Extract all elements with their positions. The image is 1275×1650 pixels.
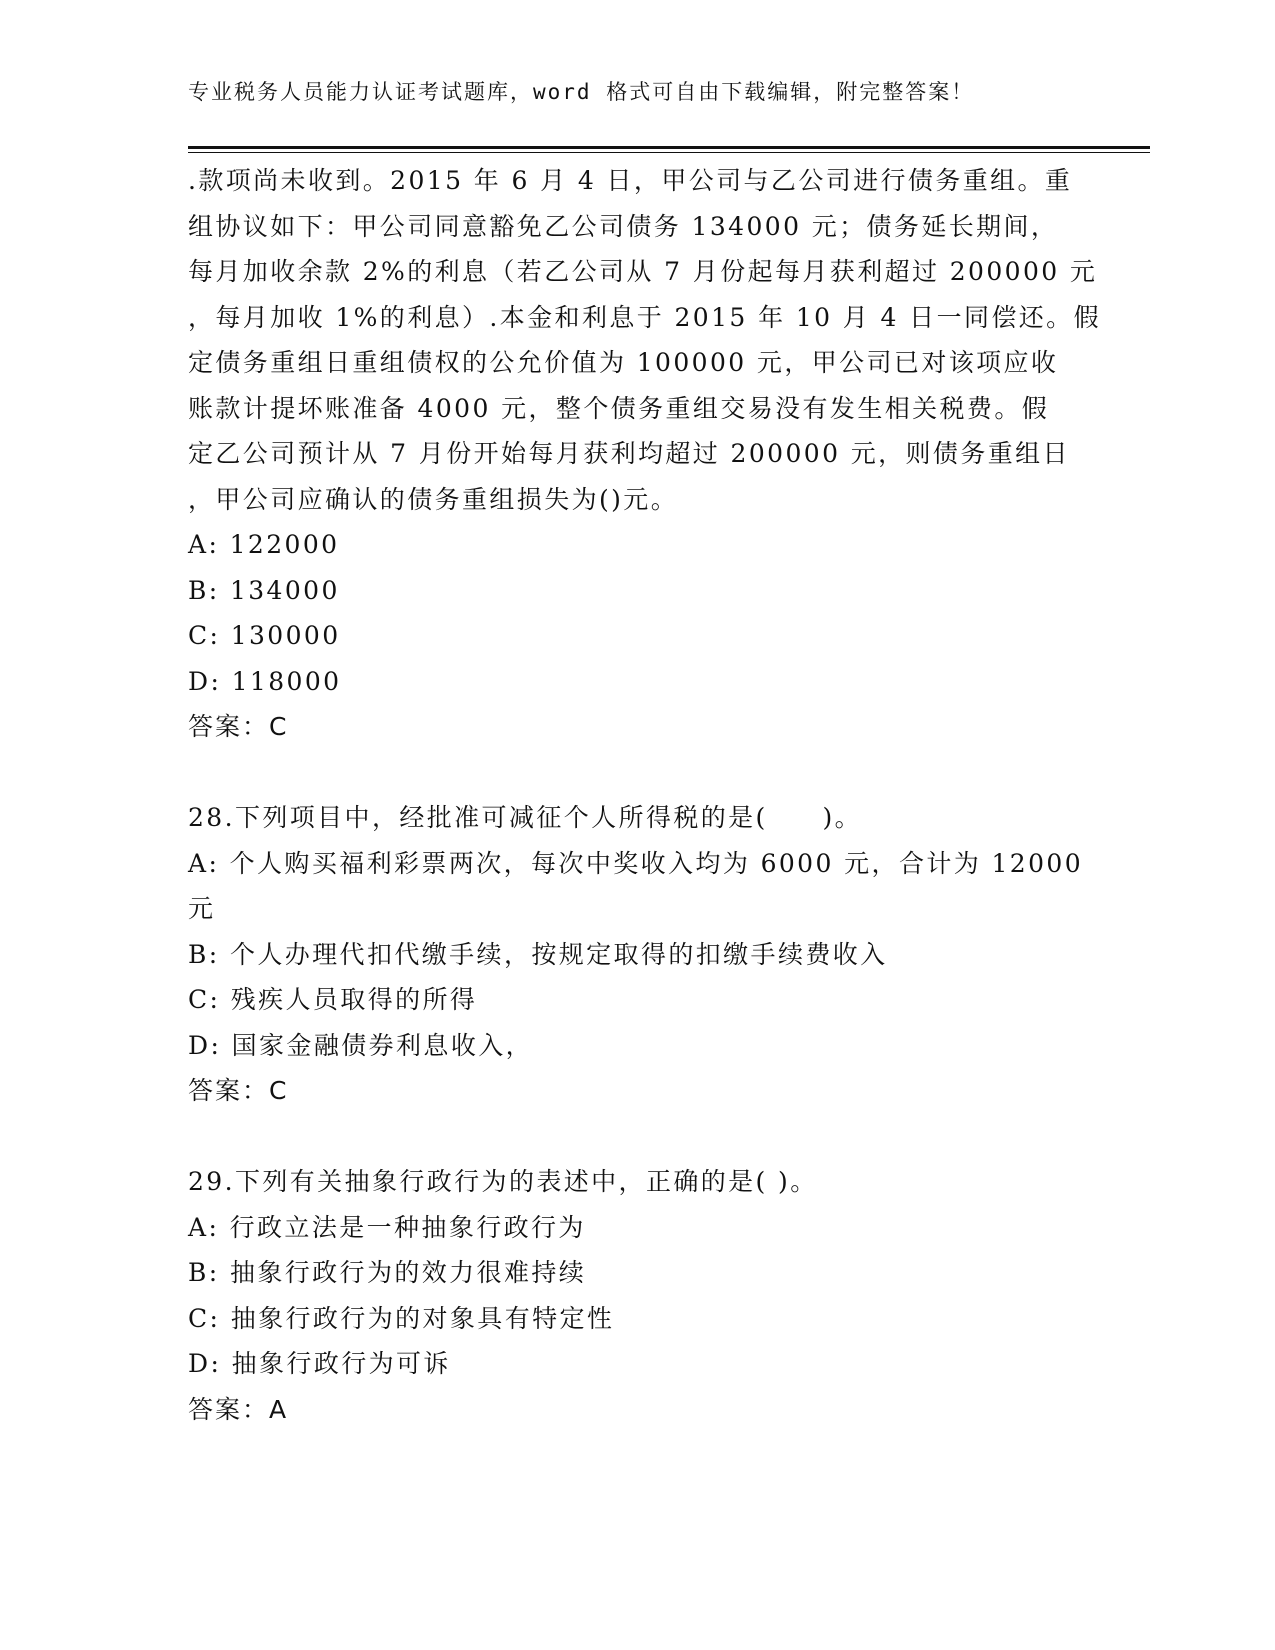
spacer: [188, 1114, 1088, 1159]
option-b: B: 抽象行政行为的效力很难持续: [188, 1258, 587, 1287]
option-a-continued: 元: [188, 894, 216, 923]
answer-label: 答案：C: [188, 1076, 289, 1105]
question-29: [188, 1159, 1088, 1433]
question-stem-line: 账款计提坏账准备 4000 元，整个债务重组交易没有发生相关税费。假: [188, 393, 1050, 423]
question-stem-line: 定债务重组日重组债权的公允价值为 100000 元，甲公司已对该项应收: [188, 348, 1059, 377]
option-b: B: 个人办理代扣代缴手续，按规定取得的扣缴手续费收入: [188, 939, 888, 969]
option-d: D: 118000: [188, 666, 342, 696]
question-stem-line: .款项尚未收到。2015 年 6 月 4 日，甲公司与乙公司进行债务重组。重: [188, 166, 1073, 195]
question-stem-line: 29.下列有关抽象行政行为的表述中，正确的是( )。: [188, 1167, 818, 1196]
option-a: A: 个人购买福利彩票两次，每次中奖收入均为 6000 元，合计为 12000: [188, 848, 1084, 878]
spacer: [188, 750, 1088, 795]
answer-label: 答案：C: [188, 712, 289, 741]
question-27: [188, 158, 1101, 750]
option-b: B: 134000: [188, 575, 340, 605]
option-c: C: 残疾人员取得的所得: [188, 985, 478, 1014]
option-c: C: 抽象行政行为的对象具有特定性: [188, 1303, 615, 1333]
option-a: A: 行政立法是一种抽象行政行为: [188, 1212, 586, 1242]
option-c: C: 130000: [188, 621, 341, 650]
option-d: D: 抽象行政行为可诉: [188, 1349, 451, 1378]
header-rule-thin: [188, 152, 1150, 153]
answer-label: 答案：A: [188, 1394, 289, 1424]
question-stem-line: 每月加收余款 2%的利息（若乙公司从 7 月份起每月获利超过 200000 元: [188, 257, 1098, 286]
document-body: [188, 158, 1101, 1433]
question-stem-line: 28.下列项目中，经批准可减征个人所得税的是( )。: [188, 803, 863, 832]
question-28: [188, 795, 1088, 1114]
option-d: D: 国家金融债券利息收入，: [188, 1030, 534, 1060]
option-a: A: 122000: [188, 530, 340, 559]
question-stem-line: 组协议如下：甲公司同意豁免乙公司债务 134000 元；债务延长期间，: [188, 211, 1059, 241]
question-stem-line: ，每月加收 1%的利息）.本金和利息于 2015 年 10 月 4 日一同偿还。假: [188, 302, 1101, 332]
page-header: 专业税务人员能力认证考试题库，word 格式可自由下载编辑，附完整答案！: [188, 80, 975, 104]
header-rule-thick: [188, 146, 1150, 149]
question-stem-line: 定乙公司预计从 7 月份开始每月获利均超过 200000 元，则债务重组日: [188, 439, 1070, 468]
question-stem-line: ，甲公司应确认的债务重组损失为()元。: [188, 484, 679, 514]
